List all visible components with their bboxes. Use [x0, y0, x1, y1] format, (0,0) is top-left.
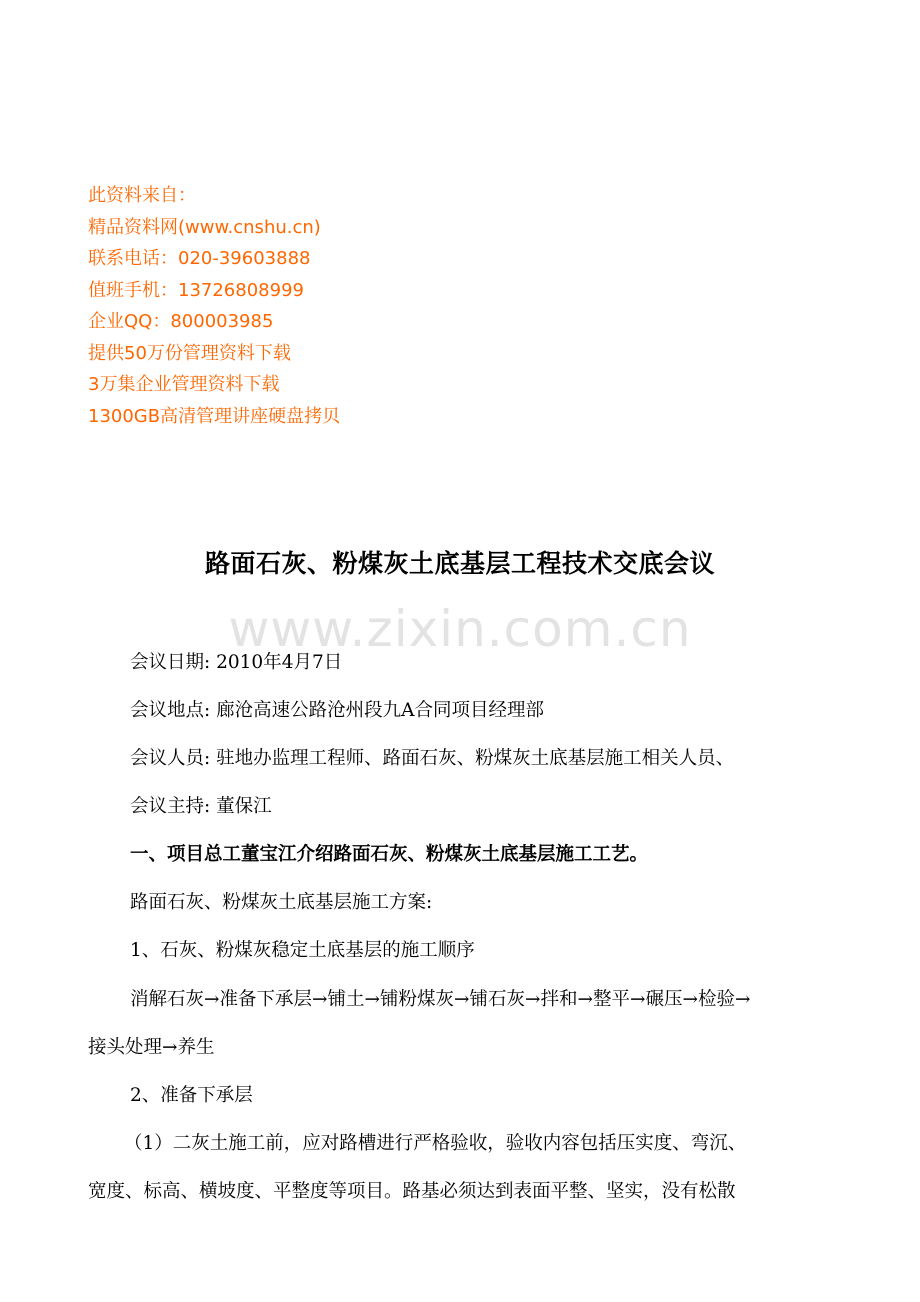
- promo-line-2: 3万集企业管理资料下载: [88, 374, 280, 395]
- sequence-line-1: 消解石灰→准备下承层→铺土→铺粉煤灰→铺石灰→拌和→整平→碾压→检验→: [130, 989, 751, 1010]
- meeting-date: 会议日期: 2010年4月7日: [130, 652, 343, 673]
- source-info-line: 此资料来自：: [88, 185, 196, 206]
- document-title: 路面石灰、粉煤灰土底基层工程技术交底会议: [204, 549, 715, 578]
- promo-line-1: 提供50万份管理资料下载: [88, 342, 291, 364]
- paragraph-line-2: 宽度、标高、横坡度、平整度等项目。路基必须达到表面平整、坚实，没有松散: [88, 1181, 736, 1202]
- sequence-line-2: 接头处理→养生: [88, 1037, 215, 1058]
- company-qq-line: 企业QQ：800003985: [88, 311, 274, 332]
- section-heading: 一、项目总工董宝江介绍路面石灰、粉煤灰土底基层施工工艺。: [130, 844, 649, 865]
- contact-phone-line: 联系电话：020-39603888: [88, 248, 311, 269]
- duty-mobile-line: 值班手机：13726808999: [88, 279, 304, 301]
- meeting-host: 会议主持: 董保江: [130, 796, 272, 817]
- source-info-block: [88, 180, 340, 432]
- paragraph-line-1: （1）二灰土施工前，应对路槽进行严格验收，验收内容包括压实度、弯沉、: [124, 1133, 747, 1154]
- promo-line-3: 1300GB高清管理讲座硬盘拷贝: [88, 405, 341, 427]
- plan-intro: 路面石灰、粉煤灰土底基层施工方案:: [130, 892, 433, 913]
- source-website-line: 精品资料网(www.cnshu.cn): [88, 216, 321, 238]
- meeting-place: 会议地点: 廊沧高速公路沧州段九A合同项目经理部: [130, 700, 544, 721]
- watermark: www.zixin.com.cn: [228, 600, 692, 658]
- item-2-heading: 2、准备下承层: [130, 1085, 253, 1106]
- item-1-heading: 1、石灰、粉煤灰稳定土底基层的施工顺序: [130, 940, 475, 961]
- meeting-attendees: 会议人员: 驻地办监理工程师、路面石灰、粉煤灰土底基层施工相关人员、: [130, 748, 735, 769]
